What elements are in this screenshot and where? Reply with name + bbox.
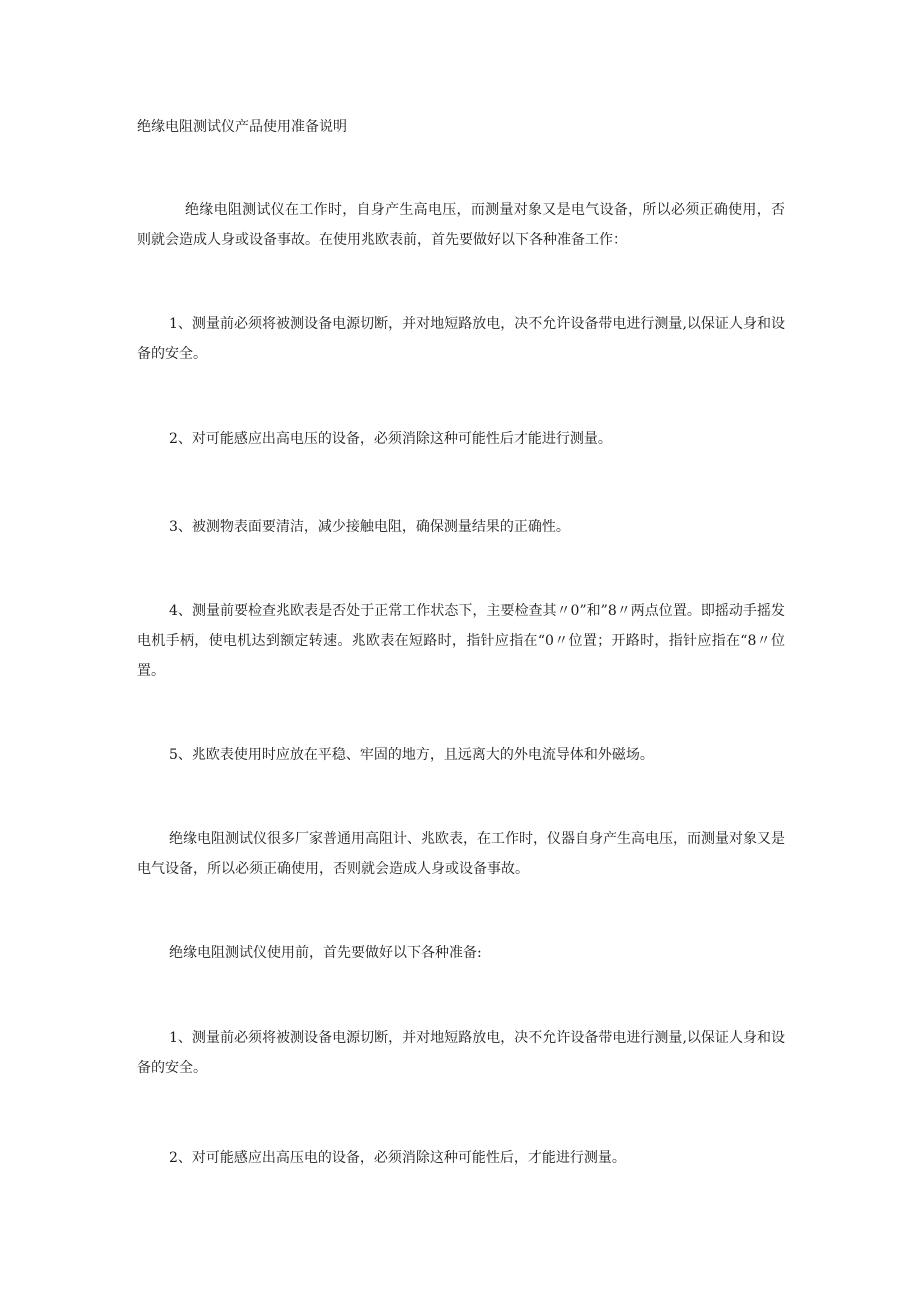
repeat-step-2-paragraph: 2、对可能感应出高压电的设备，必须消除这种可能性后，才能进行测量。 — [169, 1150, 626, 1166]
overview-paragraph: 绝缘电阻测试仪很多厂家普通用高阻计、兆欧表，在工作时，仪器自身产生高电压，而测量对象又是电气设备，所以必须正确使用，否则就会造成人身或设备事故。 — [137, 831, 785, 877]
document-title: 绝缘电阻测试仪产品使用准备说明 — [137, 119, 347, 135]
step-5-paragraph: 5、兆欧表使用时应放在平稳、牢固的地方，且远离大的外电流导体和外磁场。 — [169, 747, 654, 763]
intro-paragraph: 绝缘电阻测试仪在工作时，自身产生高电压，而测量对象又是电气设备，所以必须正确使用，否则就会造成人身或设备事故。在使用兆欧表前，首先要做好以下各种准备工作： — [137, 202, 785, 248]
step-4-paragraph: 4、测量前要检查兆欧表是否处于正常工作状态下，主要检查其〃0”和”8〃两点位置。即摇动手摇发电机手柄，使电机达到额定转速。兆欧表在短路时，指针应指在“0〃位置；开路时，指针应指在“8〃位置。 — [137, 603, 785, 679]
preparation-heading-paragraph: 绝缘电阻测试仪使用前，首先要做好以下各种准备: — [169, 945, 482, 961]
step-1-paragraph: 1、测量前必须将被测设备电源切断，并对地短路放电，决不允许设备带电进行测量,以保证人身和设备的安全。 — [137, 316, 785, 362]
step-2-paragraph: 2、对可能感应出高电压的设备，必须消除这种可能性后才能进行测量。 — [169, 431, 612, 447]
step-3-paragraph: 3、被测物表面要清洁，减少接触电阻，确保测量结果的正确性。 — [169, 519, 570, 535]
repeat-step-1-paragraph: 1、测量前必须将被测设备电源切断，并对地短路放电，决不允许设备带电进行测量,以保证人身和设备的安全。 — [137, 1030, 785, 1076]
